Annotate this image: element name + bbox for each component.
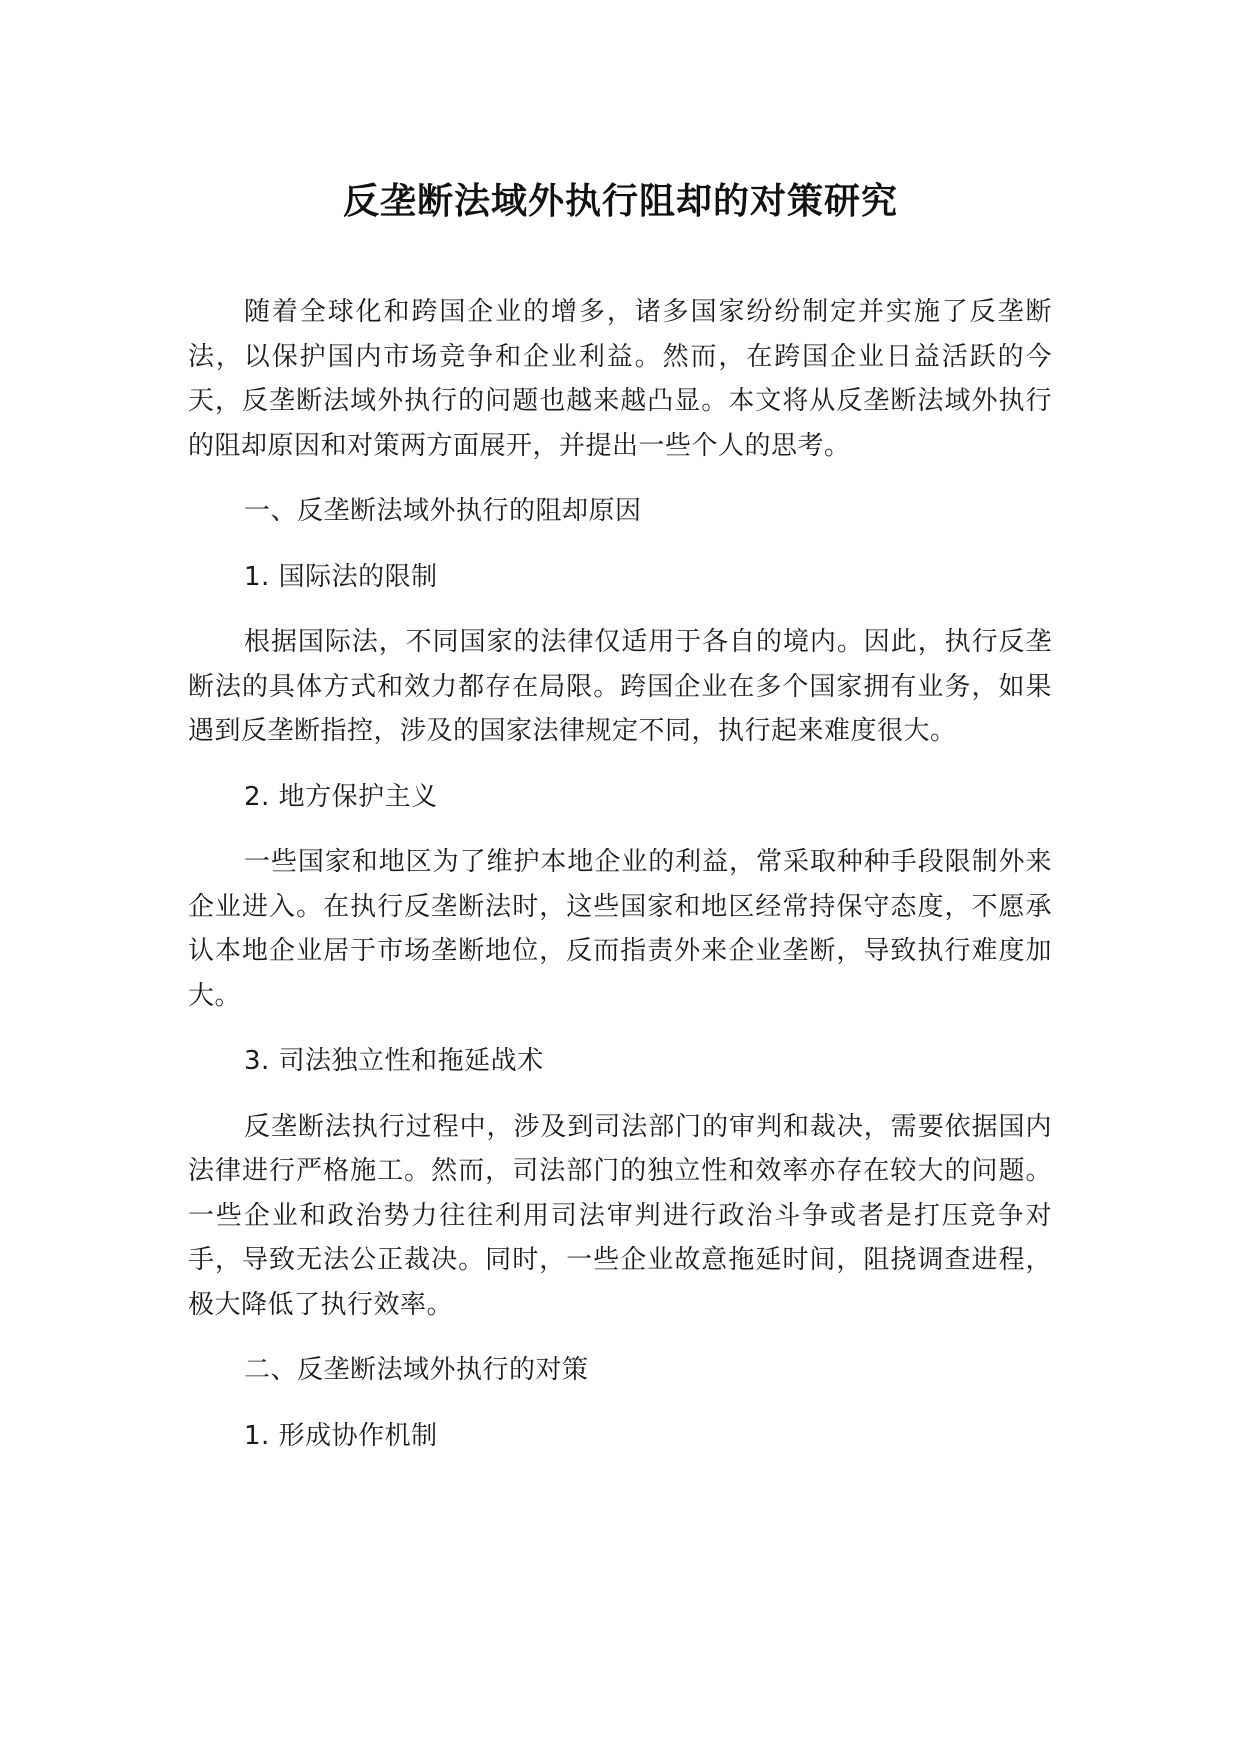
body-paragraph-1-2: 一些国家和地区为了维护本地企业的利益，常采取种种手段限制外来企业进入。在执行反垄断法时，这些国家和地区经常持保守态度，不愿承认本地企业居于市场垄断地位，反而指责外来企业垄断，导致执行难度加大。 [188, 847, 1052, 1011]
body-paragraph-1-1: 根据国际法，不同国家的法律仅适用于各自的境内。因此，执行反垄断法的具体方式和效力都存在局限。跨国企业在多个国家拥有业务，如果遇到反垄断指控，涉及的国家法律规定不同，执行起来难度很大。 [188, 627, 1052, 746]
page-title: 反垄断法域外执行阻却的对策研究 [342, 181, 898, 222]
section-heading-1: 一、反垄断法域外执行的阻却原因 [244, 496, 642, 526]
body-paragraph-1-3: 反垄断法执行过程中，涉及到司法部门的审判和裁决，需要依据国内法律进行严格施工。然而，司法部门的独立性和效率亦存在较大的问题。一些企业和政治势力往往利用司法审判进行政治斗争或者是打压竞争对手，导致无法公正裁决。同时，一些企业故意拖延时间，阻挠调查进程，极大降低了执行效率。 [188, 1111, 1052, 1320]
subheading-1-3: 3. 司法独立性和拖延战术 [244, 1046, 544, 1076]
subheading-1-2: 2. 地方保护主义 [244, 781, 438, 812]
document-body [188, 290, 1052, 1458]
subheading-1-1: 1. 国际法的限制 [244, 561, 438, 592]
section-heading-2: 二、反垄断法域外执行的对策 [244, 1355, 589, 1385]
subheading-2-1: 1. 形成协作机制 [244, 1420, 438, 1451]
intro-paragraph: 随着全球化和跨国企业的增多，诸多国家纷纷制定并实施了反垄断法，以保护国内市场竞争和企业利益。然而，在跨国企业日益活跃的今天，反垄断法域外执行的问题也越来越凸显。本文将从反垄断法域外执行的阻却原因和对策两方面展开，并提出一些个人的思考。 [188, 297, 1052, 461]
